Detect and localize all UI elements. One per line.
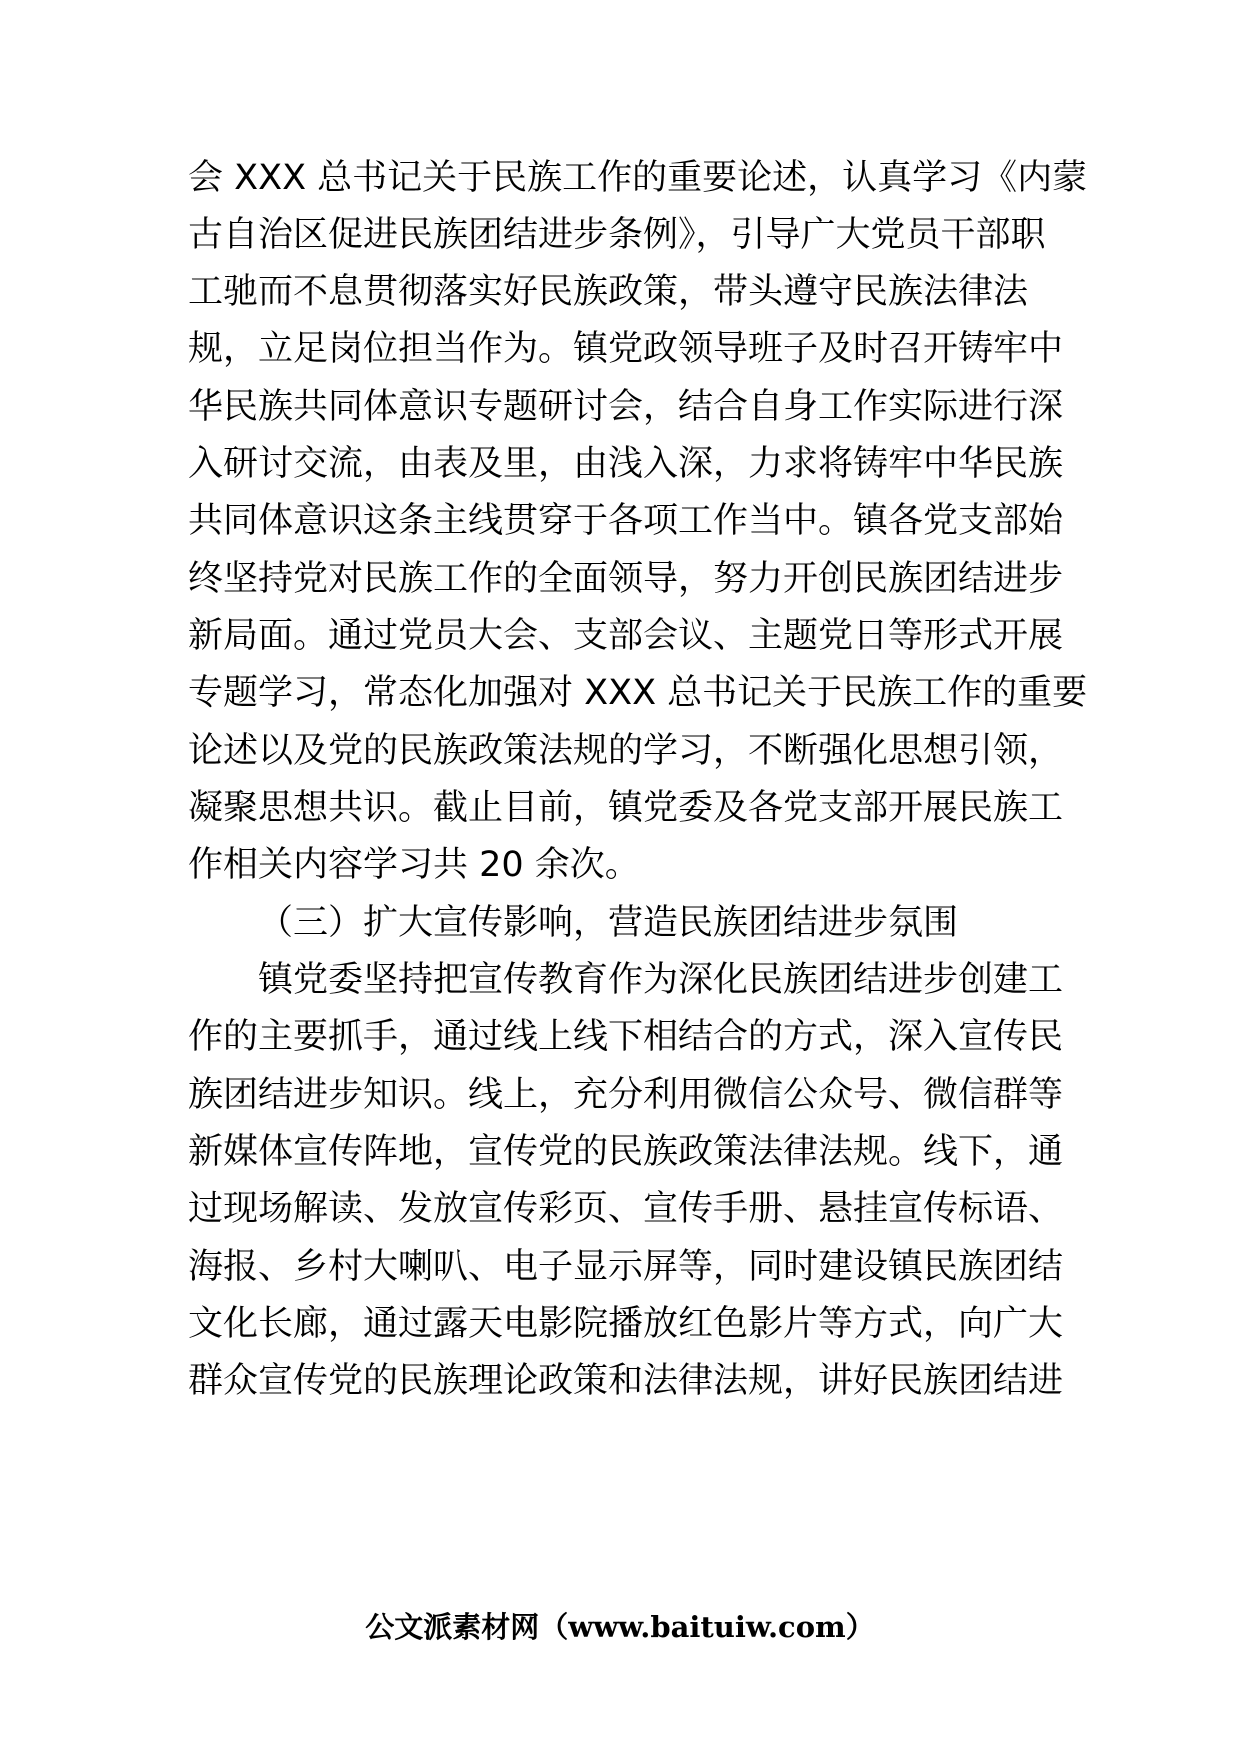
section-heading: （三）扩大宣传影响，营造民族团结进步氛围	[258, 903, 959, 943]
paragraph-line: 作相关内容学习共 20 余次。	[188, 845, 640, 885]
paragraph-line: 古自治区促进民族团结进步条例》，引导广大党员干部职	[188, 215, 1046, 255]
paragraph-line: 专题学习，常态化加强对 XXX 总书记关于民族工作的重要	[188, 673, 1088, 713]
page-footer: 公文派素材网（www.baituiw.com）	[365, 1610, 875, 1644]
paragraph-line: 华民族共同体意识专题研讨会，结合自身工作实际进行深	[188, 387, 1064, 427]
paragraph-line: 论述以及党的民族政策法规的学习，不断强化思想引领，	[188, 731, 1064, 771]
paragraph-line: 工驰而不息贯彻落实好民族政策，带头遵守民族法律法	[188, 272, 1029, 312]
paragraph-line: 过现场解读、发放宣传彩页、宣传手册、悬挂宣传标语、	[188, 1189, 1064, 1229]
paragraph-line: 共同体意识这条主线贯穿于各项工作当中。镇各党支部始	[188, 501, 1064, 541]
paragraph-line: 族团结进步知识。线上，充分利用微信公众号、微信群等	[188, 1075, 1064, 1115]
paragraph-line: 海报、乡村大喇叭、电子显示屏等，同时建设镇民族团结	[188, 1247, 1064, 1287]
paragraph-line: 镇党委坚持把宣传教育作为深化民族团结进步创建工	[258, 960, 1064, 1000]
paragraph-line: 作的主要抓手，通过线上线下相结合的方式，深入宣传民	[188, 1017, 1064, 1057]
paragraph-line: 终坚持党对民族工作的全面领导，努力开创民族团结进步	[188, 559, 1064, 599]
paragraph-line: 群众宣传党的民族理论政策和法律法规，讲好民族团结进	[188, 1361, 1064, 1401]
paragraph-line: 凝聚思想共识。截止目前，镇党委及各党支部开展民族工	[188, 788, 1064, 828]
paragraph-line: 新局面。通过党员大会、支部会议、主题党日等形式开展	[188, 616, 1064, 656]
paragraph-line: 文化长廊，通过露天电影院播放红色影片等方式，向广大	[188, 1304, 1064, 1344]
paragraph-line: 入研讨交流，由表及里，由浅入深，力求将铸牢中华民族	[188, 444, 1064, 484]
paragraph-line: 会 XXX 总书记关于民族工作的重要论述，认真学习《内蒙	[188, 158, 1088, 198]
paragraph-line: 新媒体宣传阵地，宣传党的民族政策法律法规。线下，通	[188, 1132, 1064, 1172]
paragraph-line: 规，立足岗位担当作为。镇党政领导班子及时召开铸牢中	[188, 329, 1064, 369]
